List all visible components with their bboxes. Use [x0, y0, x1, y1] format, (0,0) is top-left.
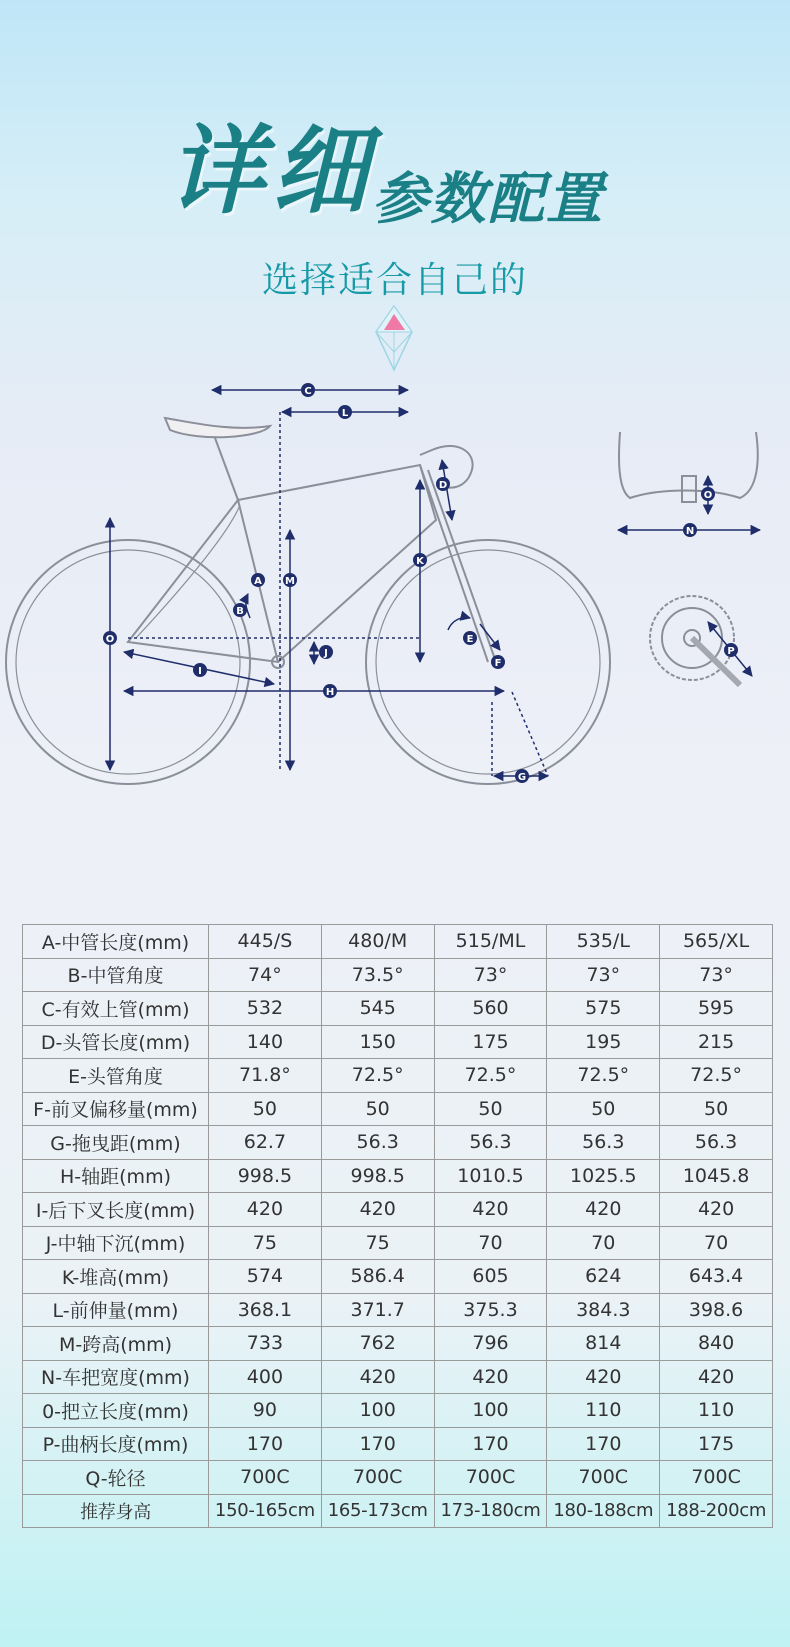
table-cell: 998.5	[321, 1159, 434, 1193]
svg-text:I: I	[198, 666, 202, 677]
table-cell: 420	[321, 1193, 434, 1227]
table-cell: 700C	[547, 1461, 660, 1495]
label-e	[463, 631, 477, 645]
table-cell: 400	[209, 1360, 322, 1394]
table-cell: 推荐身高	[23, 1494, 209, 1528]
table-row	[23, 1327, 773, 1361]
label-g	[515, 769, 529, 783]
table-cell: 384.3	[547, 1293, 660, 1327]
table-cell: M-跨高(mm)	[23, 1327, 209, 1361]
table-cell: 56.3	[434, 1126, 547, 1160]
table-cell: 50	[547, 1092, 660, 1126]
label-f	[491, 655, 505, 669]
table-cell: 420	[547, 1193, 660, 1227]
subtitle: 选择适合自己的	[261, 260, 528, 301]
table-cell: 560	[434, 992, 547, 1026]
table-cell: 545	[321, 992, 434, 1026]
table-cell: 62.7	[209, 1126, 322, 1160]
table-cell: B-中管角度	[23, 958, 209, 992]
svg-text:O: O	[703, 490, 713, 501]
table-cell: 445/S	[209, 925, 322, 959]
table-cell: 0-把立长度(mm)	[23, 1394, 209, 1428]
svg-text:K: K	[416, 556, 424, 567]
table-cell: D-头管长度(mm)	[23, 1025, 209, 1059]
table-cell: E-头管角度	[23, 1059, 209, 1093]
table-cell: 56.3	[660, 1126, 773, 1160]
table-cell: 195	[547, 1025, 660, 1059]
table-cell: 535/L	[547, 925, 660, 959]
table-cell: 480/M	[321, 925, 434, 959]
table-cell: 586.4	[321, 1260, 434, 1294]
table-cell: 420	[434, 1360, 547, 1394]
table-row	[23, 1260, 773, 1294]
table-cell: 175	[434, 1025, 547, 1059]
table-cell: 56.3	[547, 1126, 660, 1160]
table-row	[23, 1193, 773, 1227]
table-cell: 595	[660, 992, 773, 1026]
table-cell: 532	[209, 992, 322, 1026]
chainring	[650, 596, 752, 685]
table-cell: 140	[209, 1025, 322, 1059]
table-cell: C-有效上管(mm)	[23, 992, 209, 1026]
table-row	[23, 992, 773, 1026]
table-row	[23, 1293, 773, 1327]
label-a	[251, 573, 265, 587]
table-cell: 420	[660, 1193, 773, 1227]
table-cell: K-堆高(mm)	[23, 1260, 209, 1294]
table-cell: 1045.8	[660, 1159, 773, 1193]
table-cell: 72.5°	[321, 1059, 434, 1093]
table-cell: 574	[209, 1260, 322, 1294]
table-cell: 733	[209, 1327, 322, 1361]
diamond-icon	[372, 302, 416, 374]
table-cell: 371.7	[321, 1293, 434, 1327]
table-cell: 565/XL	[660, 925, 773, 959]
table-cell: 150-165cm	[209, 1494, 322, 1528]
svg-text:N: N	[685, 526, 695, 537]
table-cell: A-中管长度(mm)	[23, 925, 209, 959]
svg-text:F: F	[494, 658, 502, 669]
label-o-left	[103, 631, 117, 645]
table-cell: 73°	[660, 958, 773, 992]
table-cell: 762	[321, 1327, 434, 1361]
dimension-lines	[110, 390, 548, 776]
svg-text:C: C	[304, 386, 312, 397]
table-cell: 73.5°	[321, 958, 434, 992]
svg-text:O: O	[105, 634, 115, 645]
table-cell: 575	[547, 992, 660, 1026]
table-cell: 71.8°	[209, 1059, 322, 1093]
table-cell: 74°	[209, 958, 322, 992]
table-cell: 420	[321, 1360, 434, 1394]
table-row	[23, 1059, 773, 1093]
table-cell: 100	[434, 1394, 547, 1428]
table-cell: 70	[660, 1226, 773, 1260]
table-cell: 50	[660, 1092, 773, 1126]
svg-text:L: L	[341, 408, 349, 419]
table-cell: 643.4	[660, 1260, 773, 1294]
table-cell: Q-轮径	[23, 1461, 209, 1495]
table-cell: 70	[547, 1226, 660, 1260]
table-cell: I-后下叉长度(mm)	[23, 1193, 209, 1227]
table-cell: 50	[321, 1092, 434, 1126]
table-cell: 72.5°	[660, 1059, 773, 1093]
table-cell: 75	[209, 1226, 322, 1260]
page-title: 详细	[168, 114, 376, 227]
table-cell: 110	[660, 1394, 773, 1428]
table-cell: 700C	[434, 1461, 547, 1495]
table-cell: 170	[209, 1427, 322, 1461]
table-cell: 375.3	[434, 1293, 547, 1327]
table-row	[23, 1159, 773, 1193]
table-cell: 72.5°	[434, 1059, 547, 1093]
svg-text:M: M	[285, 576, 295, 587]
table-cell: 90	[209, 1394, 322, 1428]
table-cell: 420	[547, 1360, 660, 1394]
table-cell: L-前伸量(mm)	[23, 1293, 209, 1327]
label-d	[436, 477, 450, 491]
table-cell: 50	[209, 1092, 322, 1126]
table-cell: 368.1	[209, 1293, 322, 1327]
table-cell: 700C	[660, 1461, 773, 1495]
table-cell: 1025.5	[547, 1159, 660, 1193]
table-cell: 700C	[209, 1461, 322, 1495]
table-cell: 1010.5	[434, 1159, 547, 1193]
table-cell: 188-200cm	[660, 1494, 773, 1528]
table-cell: 420	[660, 1360, 773, 1394]
table-cell: 73°	[547, 958, 660, 992]
table-cell: 170	[547, 1427, 660, 1461]
table-cell: 110	[547, 1394, 660, 1428]
table-cell: P-曲柄长度(mm)	[23, 1427, 209, 1461]
label-b	[233, 603, 247, 617]
table-cell: H-轴距(mm)	[23, 1159, 209, 1193]
table-row	[23, 1394, 773, 1428]
svg-text:P: P	[727, 646, 735, 657]
table-cell: 56.3	[321, 1126, 434, 1160]
svg-text:D: D	[438, 480, 448, 491]
table-row	[23, 1226, 773, 1260]
table-cell: 72.5°	[547, 1059, 660, 1093]
table-row	[23, 1360, 773, 1394]
handlebar-front-view	[618, 432, 760, 530]
table-cell: F-前叉偏移量(mm)	[23, 1092, 209, 1126]
label-c	[301, 383, 315, 397]
label-p	[724, 643, 738, 657]
label-k	[413, 553, 427, 567]
svg-text:A: A	[254, 576, 262, 587]
table-cell: 814	[547, 1327, 660, 1361]
table-cell: 173-180cm	[434, 1494, 547, 1528]
table-cell: 998.5	[209, 1159, 322, 1193]
svg-text:B: B	[236, 606, 244, 617]
bike-frame	[6, 418, 610, 784]
table-cell: 75	[321, 1226, 434, 1260]
table-cell: 700C	[321, 1461, 434, 1495]
table-cell: 420	[209, 1193, 322, 1227]
label-o-bar	[701, 487, 715, 501]
svg-text:E: E	[466, 634, 474, 645]
table-row	[23, 1461, 773, 1495]
table-cell: 624	[547, 1260, 660, 1294]
table-cell: 170	[434, 1427, 547, 1461]
table-cell: 515/ML	[434, 925, 547, 959]
table-row	[23, 1427, 773, 1461]
label-n	[683, 523, 697, 537]
table-cell: 398.6	[660, 1293, 773, 1327]
table-cell: 796	[434, 1327, 547, 1361]
svg-text:G: G	[517, 772, 527, 783]
table-cell: 840	[660, 1327, 773, 1361]
page-title-sub: 参数配置	[372, 166, 604, 232]
label-h	[323, 684, 337, 698]
table-cell: 175	[660, 1427, 773, 1461]
title-block	[0, 95, 790, 245]
table-cell: 170	[321, 1427, 434, 1461]
table-cell: J-中轴下沉(mm)	[23, 1226, 209, 1260]
table-cell: 50	[434, 1092, 547, 1126]
table-cell: 180-188cm	[547, 1494, 660, 1528]
spec-table	[22, 924, 773, 1528]
table-cell: 150	[321, 1025, 434, 1059]
label-m	[283, 573, 297, 587]
table-row	[23, 1494, 773, 1528]
bike-geometry-diagram	[0, 380, 790, 840]
table-cell: 215	[660, 1025, 773, 1059]
table-cell: 165-173cm	[321, 1494, 434, 1528]
table-cell: 420	[434, 1193, 547, 1227]
table-cell: G-拖曳距(mm)	[23, 1126, 209, 1160]
table-cell: 70	[434, 1226, 547, 1260]
table-header-row	[23, 925, 773, 959]
label-l	[338, 405, 352, 419]
svg-text:J: J	[324, 648, 328, 659]
label-i	[193, 663, 207, 677]
table-cell: 100	[321, 1394, 434, 1428]
table-row	[23, 958, 773, 992]
table-row	[23, 1025, 773, 1059]
svg-text:H: H	[325, 687, 335, 698]
table-cell: 73°	[434, 958, 547, 992]
label-j	[319, 645, 333, 659]
table-cell: N-车把宽度(mm)	[23, 1360, 209, 1394]
table-row	[23, 1126, 773, 1160]
table-row	[23, 1092, 773, 1126]
table-cell: 605	[434, 1260, 547, 1294]
